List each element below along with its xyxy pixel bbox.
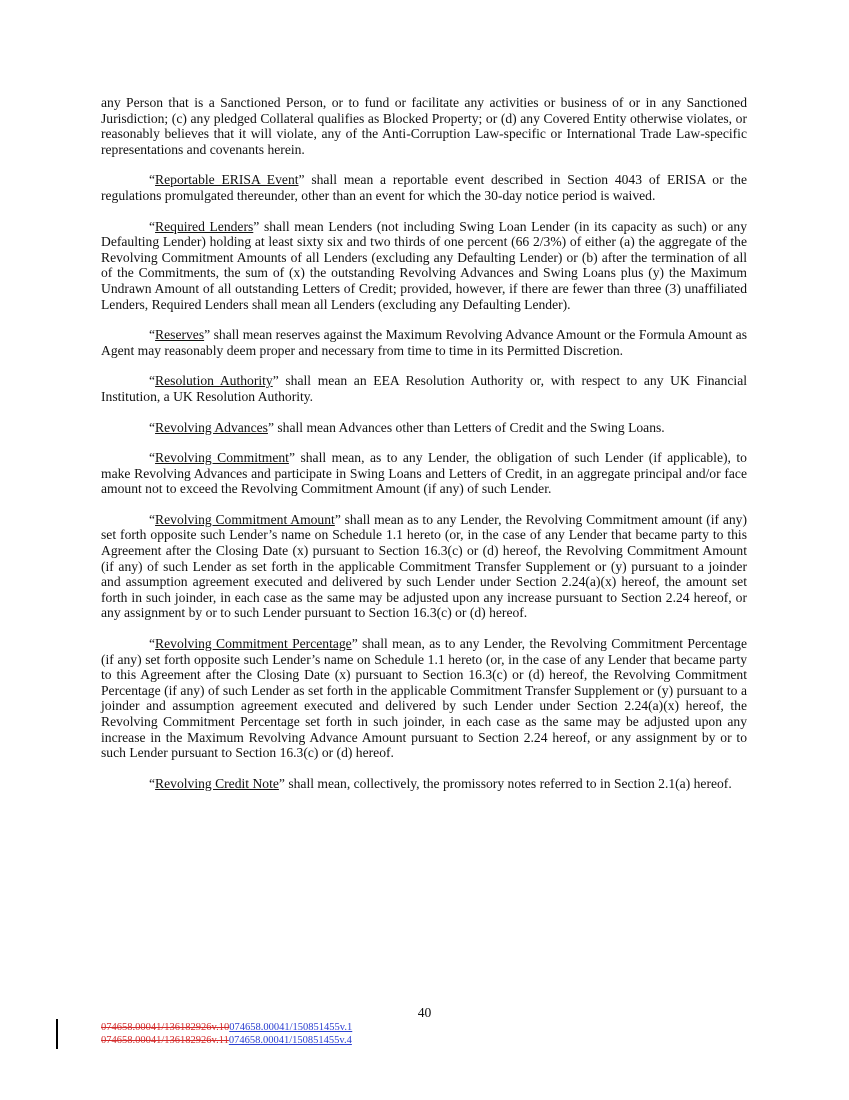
defined-term: Revolving Commitment Amount [155,511,335,527]
document-body [101,95,747,806]
defined-term: Required Lenders [155,218,254,234]
definition-text: ” shall mean a reportable event described in Section 4043 of ERISA or the regulations promulgated thereunder, other than an event for which the 30-day notice period is waived. [101,172,747,203]
definition-text: ” shall mean as to any Lender, the Revolving Commitment amount (if any) set forth opposite such Lender’s name on Schedule 1.1 hereto (or, in the case of any Lender that became party to this Agreement after the Closing Date (x) pursuant to Section 16.3(c) or (d) hereof, the Revolving Commitment Amount (if any) of such Lender as set forth in the applicable Commitment Transfer Supplement or (y) pursuant to a joinder and assumption agreement executed and delivered by such Lender under Section 2.24(a)(x) hereof, the amount set forth in such joinder, in each case as the same may be adjusted upon any increase pursuant to Section 2.24 hereof, or any assignment by or to such Lender pursuant to Section 16.3(c) or (d) hereof. [101,511,747,621]
footer-line [101,1034,352,1047]
definition-paragraph: “Revolving Commitment Percentage” shall mean, as to any Lender, the Revolving Commitment Percentage (if any) set forth opposite such Lender’s name on Schedule 1.1 hereto (or, in the case of any Lender that became party to this Agreement after the Closing Date (x) pursuant to Section 16.3(c) or (d) hereof, the Revolving Commitment Percentage (if any) of such Lender as set forth in the applicable Commitment Transfer Supplement or (y) pursuant to a joinder and assumption agreement executed and delivered by such Lender under Section 2.24(a)(x) hereof, the Revolving Commitment Percentage set forth in such joinder, in each case as the same may be adjusted upon any increase in the Maximum Revolving Advance Amount pursuant to Section 2.24 hereof, or any assignment by or to such Lender pursuant to Section 16.3(c) or (d) hereof. [101,636,748,761]
deleted-doc-id: 074658.00041/136182926v.10 [101,1022,230,1033]
definition-text: ” shall mean, as to any Lender, the obligation of such Lender (if applicable), to make Revolving Advances and participate in Swing Loans and Letters of Credit, in an aggregate principal and/or face amount not to exceed the Revolving Commitment Amount (if any) of such Lender. [101,450,747,497]
definition-paragraph: “Revolving Commitment” shall mean, as to any Lender, the obligation of such Lender (if applicable), to make Revolving Advances and participate in Swing Loans and Letters of Credit, in an aggregate principal and/or face amount not to exceed the Revolving Commitment Amount (if any) of such Lender. [101,450,747,497]
defined-term: Revolving Advances [155,419,268,435]
defined-term: Revolving Credit Note [155,775,279,791]
definition-paragraph: “Reportable ERISA Event” shall mean a reportable event described in Section 4043 of ERISA or the regulations promulgated thereunder, other than an event for which the 30-day notice period is waived. [101,172,747,203]
defined-term: Resolution Authority [155,373,273,389]
definition-paragraph: “Resolution Authority” shall mean an EEA Resolution Authority or, with respect to any UK Financial Institution, a UK Resolution Authority. [101,373,748,404]
paragraph [101,95,747,157]
inserted-doc-id: 074658.00041/150851455v.4 [228,1035,352,1046]
definition-paragraph: “Revolving Advances” shall mean Advances other than Letters of Credit and the Swing Loans. [149,419,665,435]
document-id-footer [101,1021,352,1047]
revision-change-bar [56,1019,58,1049]
definition-text: ” shall mean an EEA Resolution Authority or, with respect to any UK Financial Institution, a UK Resolution Authority. [101,373,748,404]
definition-text: ” shall mean, as to any Lender, the Revolving Commitment Percentage (if any) set forth opposite such Lender’s name on Schedule 1.1 hereto (or, in the case of any Lender that became party to this Agreement after the Closing Date (x) pursuant to Section 16.3(c) or (d) hereof, the Revolving Commitment Percentage (if any) of such Lender as set forth in the applicable Commitment Transfer Supplement or (y) pursuant to a joinder and assumption agreement executed and delivered by such Lender under Section 2.24(a)(x) hereof, the Revolving Commitment Percentage set forth in such joinder, in each case as the same may be adjusted upon any increase in the Maximum Revolving Advance Amount pursuant to Section 2.24 hereof, or any assignment by or to such Lender pursuant to Section 16.3(c) or (d) hereof. [101,636,748,761]
paragraph-text: any Person that is a Sanctioned Person, or to fund or facilitate any activities or business of or in any Sanctioned Jurisdiction; (c) any pledged Collateral qualifies as Blocked Property; or (d) any Covered Entity otherwise violates, or reasonably believes that it will violate, any of the Anti-Corruption Law-specific or International Trade Law-specific representations and covenants herein. [101,95,747,157]
definition-text: ” shall mean Lenders (not including Swing Loan Lender (in its capacity as such) or any Defaulting Lender) holding at least sixty six and two thirds of one percent (66 2/3%) of either (a) the aggregate of the Revolving Commitment Amounts of all Lenders (excluding any Defaulting Lender) or (b) after the termination of all of the Commitments, the sum of (x) the outstanding Revolving Advances and Swing Loans plus (y) the Maximum Undrawn Amount of all outstanding Letters of Credit; provided, however, if there are fewer than three (3) unaffiliated Lenders, Required Lenders shall mean all Lenders (excluding any Defaulting Lender). [101,218,748,312]
definition-paragraph: “Required Lenders” shall mean Lenders (not including Swing Loan Lender (in its capacity as such) or any Defaulting Lender) holding at least sixty six and two thirds of one percent (66 2/3%) of either (a) the aggregate of the Revolving Commitment Amounts of all Lenders (excluding any Defaulting Lender) or (b) after the termination of all of the Commitments, the sum of (x) the outstanding Revolving Advances and Swing Loans plus (y) the Maximum Undrawn Amount of all outstanding Letters of Credit; provided, however, if there are fewer than three (3) unaffiliated Lenders, Required Lenders shall mean all Lenders (excluding any Defaulting Lender). [101,218,748,312]
inserted-doc-id: 074658.00041/150851455v.1 [229,1022,353,1033]
definition-paragraph: “Revolving Credit Note” shall mean, collectively, the promissory notes referred to in Section 2.1(a) hereof. [149,775,732,791]
defined-term: Revolving Commitment [155,450,289,466]
definition-text: ” shall mean, collectively, the promissory notes referred to in Section 2.1(a) hereof. [278,775,732,791]
defined-term: Revolving Commitment Percentage [155,636,352,652]
definition-text: ” shall mean Advances other than Letters of Credit and the Swing Loans. [267,419,665,435]
definition-paragraph: “Reserves” shall mean reserves against the Maximum Revolving Advance Amount or the Formula Amount as Agent may reasonably deem proper and necessary from time to time in its Permitted Discretion. [101,327,747,358]
defined-term: Reportable ERISA Event [155,172,299,188]
deleted-doc-id: 074658.00041/136182926v.11 [101,1035,229,1046]
footer-line [101,1021,352,1034]
definition-paragraph: “Revolving Commitment Amount” shall mean as to any Lender, the Revolving Commitment amount (if any) set forth opposite such Lender’s name on Schedule 1.1 hereto (or, in the case of any Lender that became party to this Agreement after the Closing Date (x) pursuant to Section 16.3(c) or (d) hereof, the Revolving Commitment Amount (if any) of such Lender as set forth in the applicable Commitment Transfer Supplement or (y) pursuant to a joinder and assumption agreement executed and delivered by such Lender under Section 2.24(a)(x) hereof, the amount set forth in such joinder, in each case as the same may be adjusted upon any increase pursuant to Section 2.24 hereof, or any assignment by or to such Lender pursuant to Section 16.3(c) or (d) hereof. [101,511,747,621]
defined-term: Reserves [155,327,205,343]
definition-text: ” shall mean reserves against the Maximum Revolving Advance Amount or the Formula Amount as Agent may reasonably deem proper and necessary from time to time in its Permitted Discretion. [101,327,747,358]
page-number: 40 [417,1005,432,1020]
